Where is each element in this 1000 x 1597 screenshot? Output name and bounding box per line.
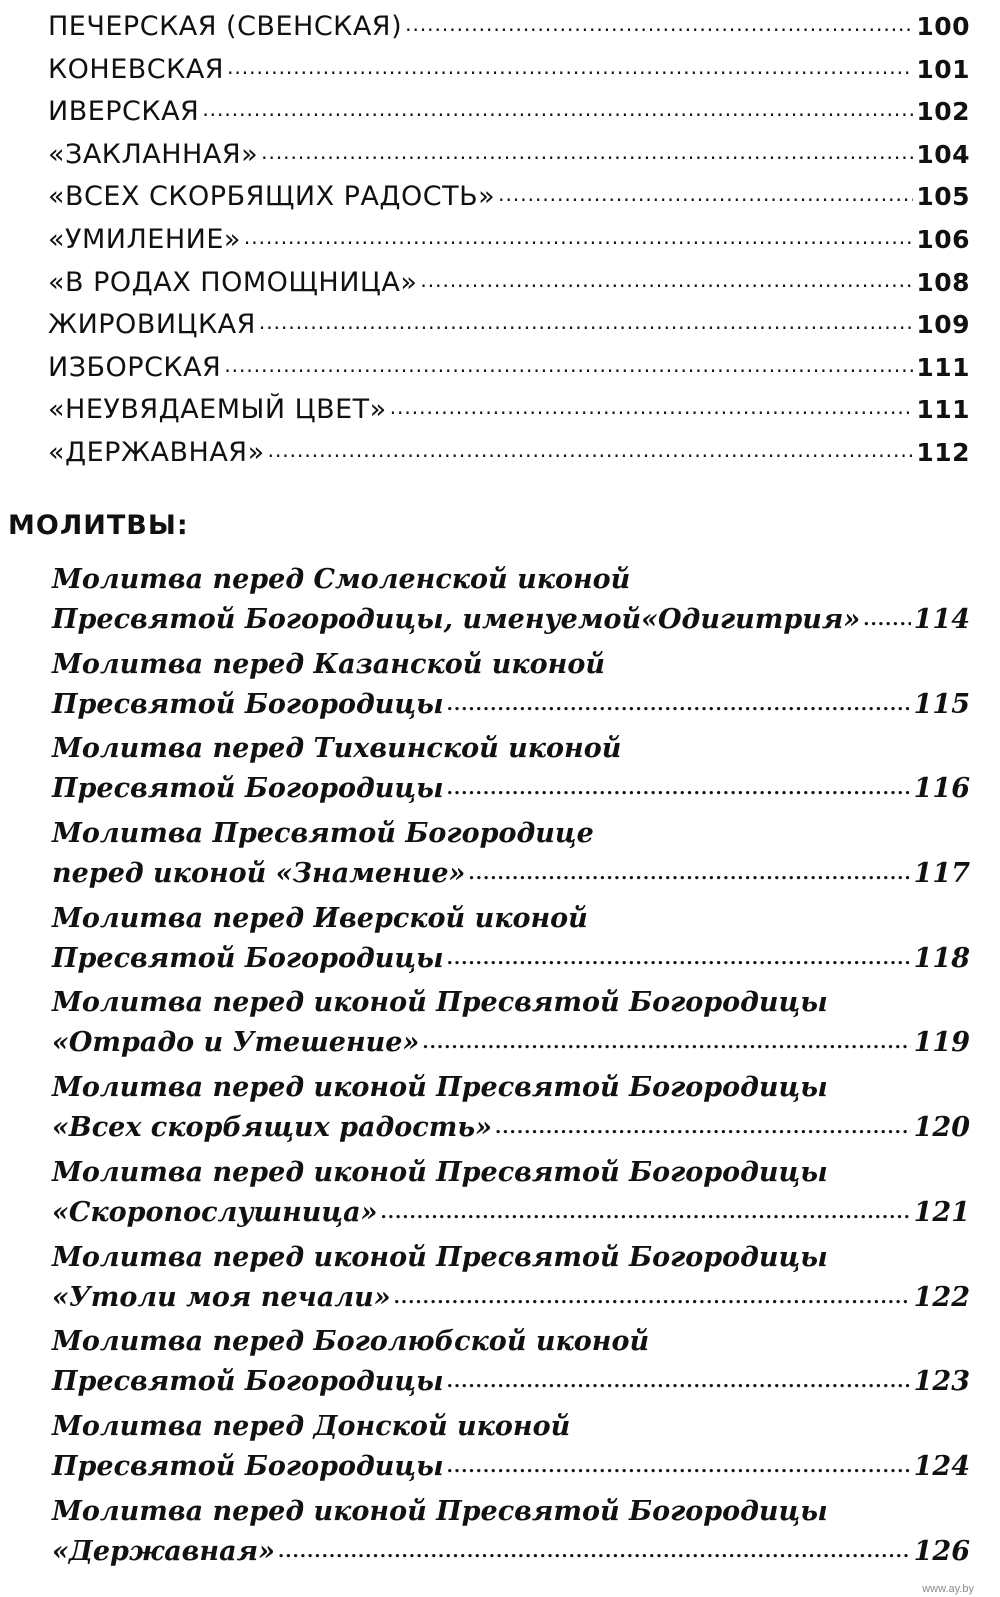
prayer-entry bbox=[52, 729, 970, 814]
dot-leader bbox=[268, 429, 914, 472]
prayer-entry bbox=[52, 1322, 970, 1407]
prayer-title-row bbox=[52, 939, 970, 979]
entry-title: «ВСЕХ СКОРБЯЩИХ РАДОСТЬ» bbox=[48, 181, 496, 213]
prayer-title-line2: «Всех скорбящих радость» bbox=[52, 1112, 493, 1144]
dot-leader bbox=[405, 3, 913, 46]
toc-entry bbox=[48, 176, 970, 219]
page-number: 122 bbox=[913, 1281, 970, 1313]
entry-title: ИЗБОРСКАЯ bbox=[48, 351, 222, 383]
entry-title: КОНЕВСКАЯ bbox=[48, 53, 225, 85]
prayer-title-line2: «Отрадо и Утешение» bbox=[52, 1027, 420, 1059]
page-number: 108 bbox=[916, 267, 970, 297]
dot-leader bbox=[863, 600, 910, 640]
prayer-title-row bbox=[52, 769, 970, 809]
dot-leader bbox=[227, 46, 913, 89]
toc-entry bbox=[48, 6, 970, 49]
page-number: 101 bbox=[916, 54, 970, 84]
dot-leader bbox=[202, 88, 913, 131]
entry-title: «УМИЛЕНИЕ» bbox=[48, 223, 241, 255]
prayer-title-line2: Пресвятой Богородицы, именуемой«Одигитрия» bbox=[52, 604, 861, 635]
prayer-entry bbox=[52, 1153, 970, 1238]
dot-leader bbox=[394, 1278, 911, 1318]
prayer-title-line2: «Скоропослушница» bbox=[52, 1196, 378, 1228]
toc-entry bbox=[48, 262, 970, 305]
entry-title: «ДЕРЖАВНАЯ» bbox=[48, 436, 265, 468]
page-number: 126 bbox=[913, 1535, 970, 1567]
dot-leader bbox=[224, 344, 913, 387]
page-number: 111 bbox=[916, 395, 970, 425]
prayer-entry bbox=[52, 560, 970, 645]
prayer-title-line2: Пресвятой Богородицы bbox=[52, 1366, 444, 1398]
entry-title: «НЕУВЯДАЕМЫЙ ЦВЕТ» bbox=[48, 394, 387, 426]
dot-leader bbox=[420, 259, 913, 302]
page-number: 114 bbox=[913, 604, 970, 635]
prayer-title-row bbox=[52, 854, 970, 894]
dot-leader bbox=[447, 769, 911, 809]
toc-entry bbox=[48, 219, 970, 262]
prayer-title-line1: Молитва перед Смоленской иконой bbox=[52, 564, 631, 595]
prayer-entry bbox=[52, 1068, 970, 1153]
toc-entry bbox=[48, 432, 970, 475]
prayer-title-line1: Молитва перед иконой Пресвятой Богородицы bbox=[52, 1495, 828, 1527]
toc-entry bbox=[48, 49, 970, 92]
dot-leader bbox=[468, 854, 910, 894]
entry-title: ИВЕРСКАЯ bbox=[48, 96, 200, 128]
dot-leader bbox=[244, 216, 913, 259]
dot-leader bbox=[495, 1108, 911, 1148]
page-number: 112 bbox=[916, 437, 970, 467]
page-number: 116 bbox=[913, 773, 970, 805]
page-number: 121 bbox=[913, 1196, 970, 1228]
page-number: 124 bbox=[913, 1450, 970, 1482]
icons-toc-list bbox=[48, 6, 970, 475]
dot-leader bbox=[498, 173, 913, 216]
prayer-entry bbox=[52, 1492, 970, 1577]
page-number: 105 bbox=[916, 182, 970, 212]
dot-leader bbox=[278, 1532, 911, 1572]
dot-leader bbox=[259, 301, 913, 344]
prayer-title-line1: Молитва Пресвятой Богородице bbox=[52, 818, 594, 850]
toc-entry bbox=[48, 91, 970, 134]
prayer-entry bbox=[52, 899, 970, 984]
prayer-title-line1: Молитва перед Иверской иконой bbox=[52, 902, 588, 934]
prayer-title-row bbox=[52, 1532, 970, 1572]
prayer-title-line1: Молитва перед Казанской иконой bbox=[52, 648, 605, 680]
page-number: 118 bbox=[913, 942, 970, 974]
entry-title: ЖИРОВИЦКАЯ bbox=[48, 309, 256, 341]
dot-leader bbox=[390, 386, 914, 429]
dot-leader bbox=[261, 131, 913, 174]
prayer-entry bbox=[52, 645, 970, 730]
page-number: 104 bbox=[916, 139, 970, 169]
entry-title: «В РОДАХ ПОМОЩНИЦА» bbox=[48, 266, 418, 298]
prayer-title-line1: Молитва перед иконой Пресвятой Богородицы bbox=[52, 987, 828, 1019]
prayers-heading: МОЛИТВЫ: bbox=[8, 510, 189, 541]
dot-leader bbox=[380, 1193, 910, 1233]
dot-leader bbox=[447, 1362, 911, 1402]
prayers-toc-list bbox=[52, 560, 970, 1576]
page-number: 115 bbox=[913, 688, 970, 720]
dot-leader bbox=[447, 1447, 911, 1487]
prayer-title-row bbox=[52, 685, 970, 725]
prayer-title-line2: Пресвятой Богородицы bbox=[52, 688, 444, 720]
prayer-entry bbox=[52, 814, 970, 899]
prayer-title-line2: Пресвятой Богородицы bbox=[52, 942, 444, 974]
toc-entry bbox=[48, 304, 970, 347]
prayer-title-line1: Молитва перед иконой Пресвятой Богородицы bbox=[52, 1072, 828, 1104]
watermark: www.ay.by bbox=[922, 1583, 974, 1595]
prayer-entry bbox=[52, 1238, 970, 1323]
toc-entry bbox=[48, 347, 970, 390]
dot-leader bbox=[422, 1023, 910, 1063]
dot-leader bbox=[447, 939, 911, 979]
prayer-title-line2: «Державная» bbox=[52, 1535, 275, 1567]
page-number: 123 bbox=[913, 1366, 970, 1398]
toc-entry bbox=[48, 389, 970, 432]
prayer-title-line2: «Утоли моя печали» bbox=[52, 1281, 391, 1313]
dot-leader bbox=[447, 685, 911, 725]
prayer-title-line1: Молитва перед Боголюбской иконой bbox=[52, 1326, 650, 1358]
page-number: 102 bbox=[916, 97, 970, 127]
prayer-title-row bbox=[52, 1023, 970, 1063]
prayer-title-line1: Молитва перед иконой Пресвятой Богородицы bbox=[52, 1241, 828, 1273]
prayer-title-line2: перед иконой «Знамение» bbox=[52, 858, 466, 890]
prayer-title-line1: Молитва перед иконой Пресвятой Богородицы bbox=[52, 1156, 828, 1188]
page-number: 109 bbox=[916, 310, 970, 340]
prayer-title-line2: Пресвятой Богородицы bbox=[52, 773, 444, 805]
page-number: 120 bbox=[913, 1112, 970, 1144]
prayer-title-row bbox=[52, 1108, 970, 1148]
prayer-entry bbox=[52, 1407, 970, 1492]
entry-title: ПЕЧЕРСКАЯ (СВЕНСКАЯ) bbox=[48, 11, 403, 42]
prayer-entry bbox=[52, 983, 970, 1068]
page-number: 119 bbox=[913, 1027, 970, 1059]
prayer-title-row bbox=[52, 1362, 970, 1402]
page-number: 106 bbox=[916, 224, 970, 254]
prayer-title-row bbox=[52, 1193, 970, 1233]
prayer-title-line2: Пресвятой Богородицы bbox=[52, 1450, 444, 1482]
page-number: 100 bbox=[916, 12, 970, 41]
page-number: 117 bbox=[913, 858, 970, 890]
entry-title: «ЗАКЛАННАЯ» bbox=[48, 138, 259, 170]
toc-entry bbox=[48, 134, 970, 177]
prayer-title-line1: Молитва перед Донской иконой bbox=[52, 1410, 571, 1442]
page-number: 111 bbox=[916, 352, 970, 382]
prayer-title-row bbox=[52, 600, 970, 640]
prayer-title-row bbox=[52, 1278, 970, 1318]
prayer-title-line1: Молитва перед Тихвинской иконой bbox=[52, 733, 622, 765]
prayer-title-row bbox=[52, 1447, 970, 1487]
